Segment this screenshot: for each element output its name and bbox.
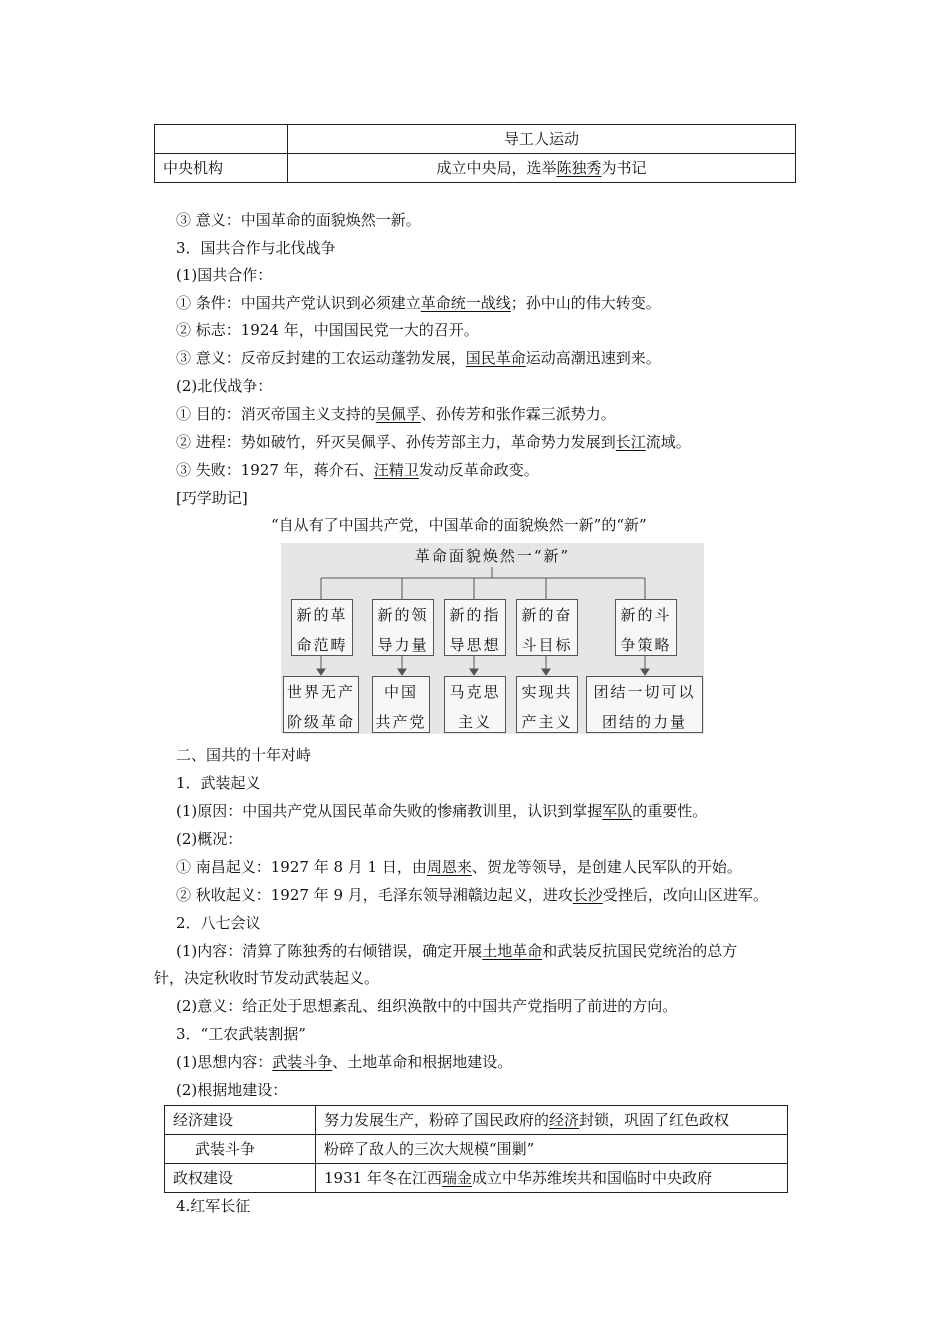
text-line: ② 秋收起义：1927 年 9 月，毛泽东领导湘赣边起义，进攻长沙受挫后，改向山区进军。 xyxy=(176,886,768,904)
underlined-answer: 土地革命 xyxy=(482,942,543,960)
underlined-answer: 陈独秀 xyxy=(556,159,602,177)
table-cell-content: 粉碎了敌人的三次大规模“围剿” xyxy=(316,1135,788,1164)
text-line: (1)内容：清算了陈独秀的右倾错误，确定开展土地革命和武装反抗国民党统治的总方 xyxy=(176,942,738,960)
table-cell-content xyxy=(288,125,796,154)
table-cell-label: 武装斗争 xyxy=(165,1135,316,1164)
section-heading: 3．“工农武装割据” xyxy=(176,1025,306,1043)
text-line: (1)国共合作： xyxy=(176,266,273,284)
section-heading: 1．武装起义 xyxy=(176,774,261,792)
underlined-answer: 长江 xyxy=(615,433,646,451)
text-segment: 导工人运动 xyxy=(503,130,579,148)
base-area-table xyxy=(164,1105,788,1193)
underlined-answer: 武装斗争 xyxy=(272,1053,333,1071)
text-line: ① 南昌起义：1927 年 8 月 1 日，由周恩来、贺龙等领导，是创建人民军队的开始。 xyxy=(176,858,742,876)
diagram-title: 革命面貌焕然一“新” xyxy=(414,547,571,565)
text-segment: 为书记 xyxy=(601,159,647,177)
text-line: (1)原因：中国共产党从国民革命失败的惨痛教训里，认识到掌握军队的重要性。 xyxy=(176,802,708,820)
underlined-answer: 长沙 xyxy=(572,886,603,904)
diagram-box-bottom: 团结一切可以 团结的力量 xyxy=(586,676,703,733)
top-table xyxy=(154,124,796,183)
table-row xyxy=(155,125,796,154)
underlined-answer: 经济 xyxy=(549,1111,580,1129)
text-line: (2)意义：给正处于思想紊乱、组织涣散中的中国共产党指明了前进的方向。 xyxy=(176,997,678,1015)
text-line: ① 条件：中国共产党认识到必须建立革命统一战线；孙中山的伟大转变。 xyxy=(176,294,661,312)
diagram-caption: “自从有了中国共产党，中国革命的面貌焕然一新”的“新” xyxy=(271,516,647,534)
table-row xyxy=(165,1164,788,1193)
text-line: (1)思想内容：武装斗争、土地革命和根据地建设。 xyxy=(176,1053,513,1071)
text-line: [巧学助记] xyxy=(176,489,248,507)
diagram-box-top: 新的领 导力量 xyxy=(372,599,434,656)
table-row xyxy=(165,1106,788,1135)
underlined-answer: 瑞金 xyxy=(441,1169,472,1187)
text-line: ② 进程：势如破竹，歼灭吴佩孚、孙传芳部主力，革命势力发展到长江流域。 xyxy=(176,433,691,451)
mnemonic-diagram xyxy=(281,543,704,734)
section-heading: 二、国共的十年对峙 xyxy=(176,746,312,764)
text-line: (2)根据地建设： xyxy=(176,1081,288,1099)
text-line: ③ 意义：反帝反封建的工农运动蓬勃发展，国民革命运动高潮迅速到来。 xyxy=(176,349,661,367)
diagram-box-bottom: 世界无产 阶级革命 xyxy=(283,676,359,733)
text-line: ③ 失败：1927 年，蒋介石、汪精卫发动反革命政变。 xyxy=(176,461,539,479)
underlined-answer: 国民革命 xyxy=(465,349,526,367)
text-line: ① 目的：消灭帝国主义支持的吴佩孚、孙传芳和张作霖三派势力。 xyxy=(176,405,616,423)
table-cell-label: 政权建设 xyxy=(165,1164,316,1193)
diagram-box-top: 新的斗 争策略 xyxy=(615,599,677,656)
diagram-box-top: 新的革 命范畴 xyxy=(291,599,353,656)
table-cell-content: 1931 年冬在江西瑞金成立中华苏维埃共和国临时中央政府 xyxy=(316,1164,788,1193)
text-line: 针，决定秋收时节发动武装起义。 xyxy=(154,969,380,987)
underlined-answer: 军队 xyxy=(602,802,633,820)
diagram-box-bottom: 实现共 产主义 xyxy=(516,676,578,733)
text-line: (2)北伐战争： xyxy=(176,377,273,395)
table-cell-label: 中央机构 xyxy=(155,154,288,183)
underlined-answer: 革命统一战线 xyxy=(420,294,511,312)
text-line: (2)概况： xyxy=(176,830,243,848)
text-segment: 成立中央局，选举 xyxy=(436,159,557,177)
section-heading: 3．国共合作与北伐战争 xyxy=(176,239,336,257)
table-cell-label: 经济建设 xyxy=(165,1106,316,1135)
text-line: ③ 意义：中国革命的面貌焕然一新。 xyxy=(176,211,421,229)
diagram-box-top: 新的奋 斗目标 xyxy=(516,599,578,656)
table-row xyxy=(165,1135,788,1164)
section-heading: 4.红军长征 xyxy=(176,1197,251,1215)
table-cell-label xyxy=(155,125,288,154)
table-cell-content xyxy=(288,154,796,183)
table-row xyxy=(155,154,796,183)
underlined-answer: 吴佩孚 xyxy=(375,405,421,423)
table-cell-content: 努力发展生产，粉碎了国民政府的经济封锁，巩固了红色政权 xyxy=(316,1106,788,1135)
underlined-answer: 汪精卫 xyxy=(373,461,419,479)
section-heading: 2．八七会议 xyxy=(176,914,261,932)
diagram-box-bottom: 马克思 主义 xyxy=(444,676,506,733)
diagram-box-bottom: 中国 共产党 xyxy=(372,676,430,733)
underlined-answer: 周恩来 xyxy=(426,858,472,876)
text-line: ② 标志：1924 年，中国国民党一大的召开。 xyxy=(176,321,479,339)
diagram-box-top: 新的指 导思想 xyxy=(444,599,506,656)
